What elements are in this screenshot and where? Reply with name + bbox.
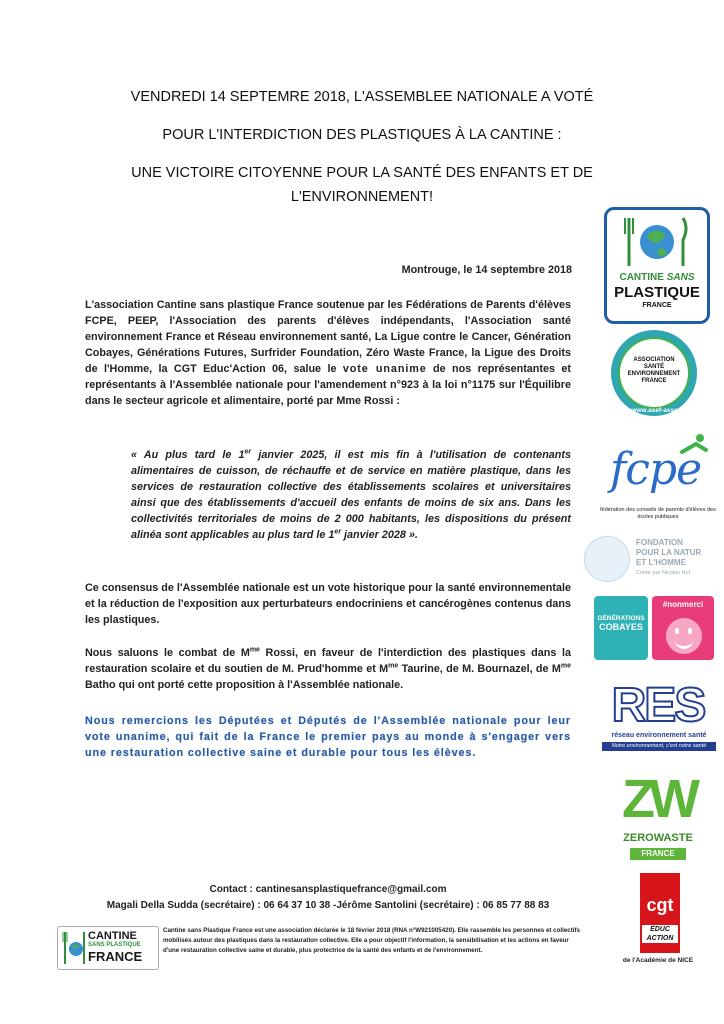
quote-part1: « Au plus tard le 1 [131,449,245,461]
law-quote [131,447,571,543]
p3-sup-a: me [249,646,260,654]
p3-d: Batho qui ont porté cette proposition à l'Assemblée nationale. [85,679,404,691]
cgt-wordmark: cgt [646,895,674,915]
asef-inner [618,337,690,409]
fcpe-wordmark: fcpe [610,444,702,495]
paragraph-unanimous-vote: Nous remercions les Députées et Députés de l'Assemblée nationale pour leur vote unanime, qui fait de la France le premier pays au monde à s'engager vers une restauration collective saine et durable pour tous les élèves. [85,715,571,759]
p3-sup-c: me [560,662,571,670]
fork-knife-globe-icon [607,214,707,269]
fnh-line2: POUR LA NATUR [636,548,702,557]
smiley-icon [666,618,702,654]
paragraph-intro-part1: L'association Cantine sans plastique France soutenue par les Fédérations de Parents d'élèves FCPE, PEEP, l'Association des parents d'élèves indépendants, l'Association santé environnement France et Réseau environnement santé, La Ligue contre le Cancer, Génération Cobayes, Générations Futures, Surfrider Foundation, Zéro Waste France, la Ligue des Droits de l'Homme, la CGT Educ'Action 06, salue le [85,299,571,375]
asef-line4: FRANCE [641,378,667,384]
footer-logo-line2: SANS PLASTIQUE [88,942,141,948]
csp-logo-line1: CANTINE SANS [619,272,695,283]
cgt-line1: ÉDUC [650,926,670,933]
contact-phones: Magali Della Sudda (secrétaire) : 06 64 37 10 38 -Jérôme Santolini (secrétaire) : 06 85 77 88 83 [106,900,550,911]
asef-line2: SANTÉ [643,364,665,370]
contact-block [85,882,571,914]
title-line-2: POUR L'INTERDICTION DES PLASTIQUES À LA CANTINE : [162,127,562,143]
logo-fcpe [600,432,716,527]
csp-logo-line3: FRANCE [642,302,672,309]
footer-logo-line3: FRANCE [88,949,143,964]
p3-a: Nous saluons le combat de M [85,647,250,659]
footer-logo-line1: CANTINE [88,930,137,942]
cgt-caption: de l'Académie de NICE [622,957,694,964]
zw-mark: ZW [622,769,694,829]
cobayes-line2: COBAYES [599,622,643,632]
logo-fondation-nature-homme [600,536,716,582]
dateline: Montrouge, le 14 septembre 2018 [401,264,572,276]
paragraph-thanks-deputies [85,645,571,693]
title-line-3: UNE VICTOIRE CITOYENNE POUR LA SANTÉ DES ENFANTS ET DE [131,165,593,181]
fcpe-subtitle: fédération des conseils de parents d'élèves des écoles publiques [600,507,716,520]
logo-zero-waste-france [600,768,716,866]
asef-line3: ENVIRONNEMENT [627,371,681,377]
title-line-4: L'ENVIRONNEMENT! [290,189,434,205]
logo-cantine-sans-plastique [604,207,710,324]
paragraph-intro-emphasis: vote unanime [342,363,427,375]
fnh-line1: FONDATION [636,538,683,547]
fnh-line4: Créée par Nicolas Hul [636,570,690,576]
zw-line2: FRANCE [630,848,686,860]
quote-sup1: er [244,448,252,456]
quote-sup2: er [334,528,342,536]
logo-asef [600,330,716,420]
fnh-line3: ET L'HOMME [636,558,686,567]
cgt-line2: ACTION [646,935,674,942]
zw-line1: ZEROWASTE [623,832,693,844]
logo-reseau-environnement-sante [600,679,716,754]
cobayes-teal-tile [594,596,648,660]
logo-generations-cobayes [597,596,716,664]
footer-logo [57,926,159,970]
paragraph-intro [85,297,571,409]
paragraph-intro-part2: de nos représentantes et représentants à l'Assemblée nationale pour l'amendement n°923 à la loi n°1175 sur l'Équilibre dans le secteur agricole et alimentaire, porté par Mme Rossi : [85,363,572,407]
title-line-1: VENDREDI 14 SEPTEMRE 2018, L'ASSEMBLEE NATIONALE A VOTÉ [130,89,594,105]
footer-association-note: Cantine sans Plastique France est une association déclarée le 18 février 2018 (RNA n°W921005420). Elle rassemble les personnes et collectifs mobilisés autour des plastiques dans la restauration collective. Elle a pour objectif l'information, la sensibilisation et les actions en faveur d'une restauration collective saine et durable, plus protectrice de la santé des enfants et de l'environnement. [163,927,580,954]
res-subtitle: réseau environnement santé [611,732,707,739]
quote-part3: janvier 2028 ». [341,529,418,541]
cobayes-line1: GÉNÉRATIONS [597,615,645,622]
cobayes-pink-tile [652,596,714,660]
quote-part2: janvier 2025, il est mis fin à l'utilisation de contenants alimentaires de cuisson, de réchauffe et de service en matière plastique, dans les services de restauration collective des établissements scolaires et universitaires ainsi que des établissements d'accueil des enfants de moins de six ans. Dans les collectivités territoriales de moins de 2 000 habitants, les dispositions du présent alinéa sont applicables au plus tard le 1 [131,449,571,541]
contact-email: Contact : cantinesansplastiquefrance@gmail.com [209,884,447,895]
p3-b: Rossi, en faveur de l'interdiction des plastiques dans la restauration scolaire et du soutien de M. Prud'homme et M [85,647,571,675]
cgt-red-banner [640,873,680,953]
fork-knife-globe-icon [61,928,87,968]
res-tagline: Notre environnement, c'est notre santé [602,742,716,751]
paragraph-consensus: Ce consensus de l'Assemblée nationale est un vote historique pour la santé environnementale et la réduction de l'exposition aux perturbateurs endocriniens et cancérogènes contenus dans les plastiques. [85,582,571,626]
p3-sup-b: me [388,662,399,670]
logo-cgt-educaction [600,873,716,971]
globe-icon [584,536,630,582]
csp-logo-line2: PLASTIQUE [614,284,700,301]
res-wordmark: RES [611,679,705,732]
asef-line1: ASSOCIATION [633,357,675,363]
p3-c: Taurine, de M. Bournazel, de M [398,663,561,675]
cobayes-hashtag: #nonmerci [662,600,704,609]
asef-url: www.asef-asso.fr [631,407,685,414]
